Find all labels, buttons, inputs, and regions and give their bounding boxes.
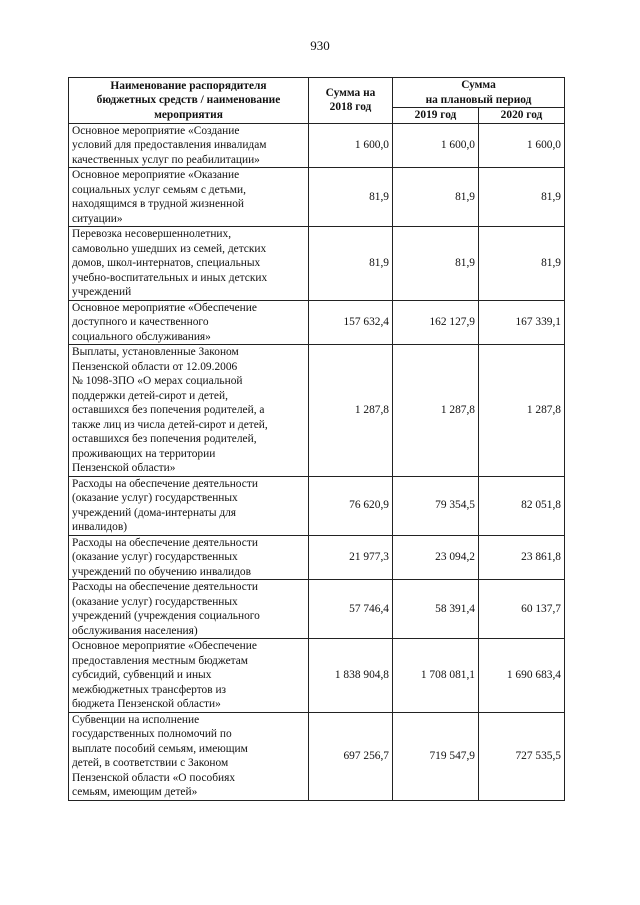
table-row [69, 345, 565, 477]
row-value-2019: 58 391,4 [393, 580, 479, 639]
row-value-2019: 162 127,9 [393, 300, 479, 345]
table-row [69, 535, 565, 580]
row-value-2018: 1 838 904,8 [309, 639, 393, 713]
table-row [69, 580, 565, 639]
header-planned-period: Сумма на плановый период [393, 78, 565, 108]
table-row [69, 227, 565, 301]
header-name: Наименование распорядителя бюджетных средств / наименование мероприятия [69, 78, 309, 124]
budget-table [68, 77, 565, 801]
row-value-2018: 1 600,0 [309, 123, 393, 168]
row-name-cell: Субвенции на исполнение государственных полномочий по выплате пособий семьям, имеющим детей, в соответствии с Законом Пензенской области «О пособиях семьям, имеющим детей» [69, 712, 309, 800]
row-value-2020: 81,9 [479, 227, 565, 301]
row-name-cell: Расходы на обеспечение деятельности (оказание услуг) государственных учреждений по обучению инвалидов [69, 535, 309, 580]
row-name-cell: Основное мероприятие «Обеспечение предоставления местным бюджетам субсидий, субвенций и иных межбюджетных трансфертов из бюджета Пензенской области» [69, 639, 309, 713]
row-value-2018: 81,9 [309, 168, 393, 227]
page-number: 930 [310, 38, 330, 53]
row-value-2019: 79 354,5 [393, 476, 479, 535]
row-value-2020: 81,9 [479, 168, 565, 227]
row-value-2018: 81,9 [309, 227, 393, 301]
row-value-2019: 81,9 [393, 227, 479, 301]
row-name-cell: Расходы на обеспечение деятельности (оказание услуг) государственных учреждений (дома-интернаты для инвалидов) [69, 476, 309, 535]
row-value-2020: 1 690 683,4 [479, 639, 565, 713]
row-value-2018: 697 256,7 [309, 712, 393, 800]
table-row [69, 168, 565, 227]
table-row [69, 300, 565, 345]
row-value-2018: 76 620,9 [309, 476, 393, 535]
row-value-2019: 1 600,0 [393, 123, 479, 168]
table-row [69, 712, 565, 800]
row-value-2020: 167 339,1 [479, 300, 565, 345]
row-value-2020: 727 535,5 [479, 712, 565, 800]
row-value-2020: 1 600,0 [479, 123, 565, 168]
header-2020: 2020 год [479, 108, 565, 124]
row-value-2019: 1 708 081,1 [393, 639, 479, 713]
row-name-cell: Основное мероприятие «Обеспечение доступного и качественного социального обслуживания» [69, 300, 309, 345]
row-value-2019: 81,9 [393, 168, 479, 227]
row-name-cell: Выплаты, установленные Законом Пензенской области от 12.09.2006 № 1098-ЗПО «О мерах социальной поддержки детей-сирот и детей, оставшихся без попечения родителей, а также лиц из числа детей-сирот и детей, оставшихся без попечения родителей, проживающих на территории Пензенской области» [69, 345, 309, 477]
row-value-2020: 82 051,8 [479, 476, 565, 535]
table-body [69, 123, 565, 800]
row-name-cell: Перевозка несовершеннолетних, самовольно ушедших из семей, детских домов, школ-интернатов, специальных учебно-воспитательных и иных детских учреждений [69, 227, 309, 301]
row-value-2019: 23 094,2 [393, 535, 479, 580]
row-value-2020: 60 137,7 [479, 580, 565, 639]
table-row [69, 476, 565, 535]
table-row [69, 123, 565, 168]
row-value-2018: 1 287,8 [309, 345, 393, 477]
header-sum-2018: Сумма на 2018 год [309, 78, 393, 124]
row-name-cell: Основное мероприятие «Оказание социальных услуг семьям с детьми, находящимся в трудной жизненной ситуации» [69, 168, 309, 227]
row-value-2019: 1 287,8 [393, 345, 479, 477]
table-row [69, 639, 565, 713]
row-value-2020: 1 287,8 [479, 345, 565, 477]
row-name-cell: Основное мероприятие «Создание условий для предоставления инвалидам качественных услуг по реабилитации» [69, 123, 309, 168]
header-2019: 2019 год [393, 108, 479, 124]
row-value-2018: 157 632,4 [309, 300, 393, 345]
row-value-2018: 57 746,4 [309, 580, 393, 639]
row-value-2020: 23 861,8 [479, 535, 565, 580]
row-value-2018: 21 977,3 [309, 535, 393, 580]
row-name-cell: Расходы на обеспечение деятельности (оказание услуг) государственных учреждений (учреждения социального обслуживания населения) [69, 580, 309, 639]
row-value-2019: 719 547,9 [393, 712, 479, 800]
